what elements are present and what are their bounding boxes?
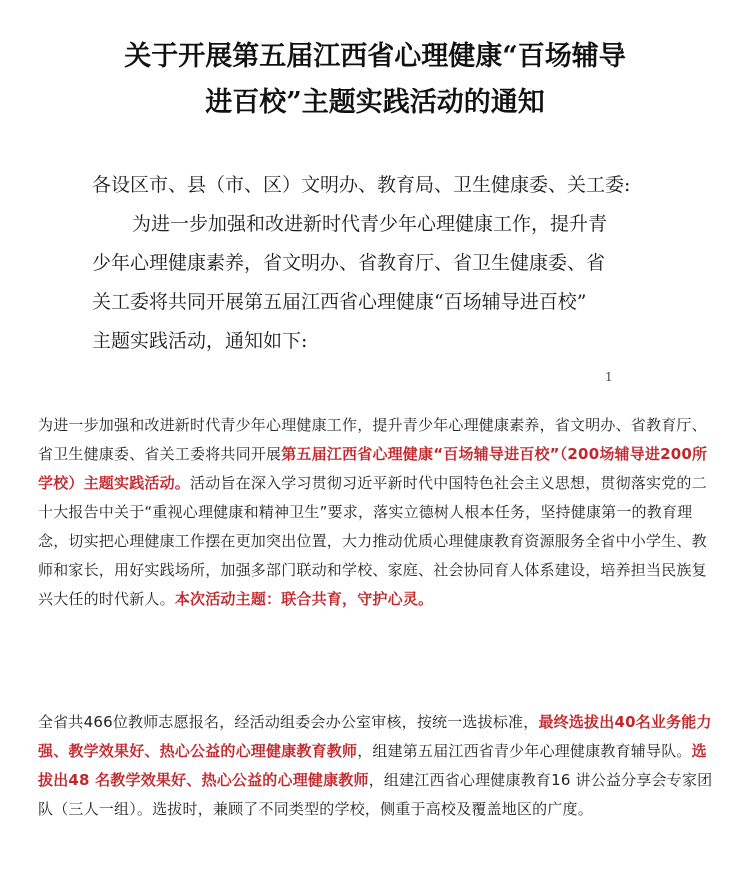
paragraph-text: 活动旨在深入学习贯彻习近平新时代中国特色社会主义思想，贯彻落实党的二十大报告中关于“重视心理健康和精神卫生”要求，落实立德树人根本任务，坚持健康第一的教育理念，切实把心理健康工作摆在更加突出位置，大力推动优质心理健康教育资源服务全省中小学生、教师和家长，用好实践场所，加强多部门联动和学校、家庭、社会协同育人体系建设，培养担当民族复兴大任的时代新人。 xyxy=(38,474,707,608)
highlight-text: 选拔出48 名教学效果好、热心公益的心理健康教师 xyxy=(38,742,707,789)
notice-body-line: 为进一步加强和改进新时代青少年心理健康工作，提升青 xyxy=(132,213,608,235)
page-mark: 1 xyxy=(605,370,613,384)
article-paragraph-2 xyxy=(38,708,718,824)
notice-body-line: 关工委将共同开展第五届江西省心理健康“百场辅导进百校” xyxy=(92,291,587,313)
scanned-notice-image xyxy=(0,0,750,395)
highlight-text: 第五届江西省心理健康“百场辅导进百校”（200场辅导进200所学校）主题实践活动。 xyxy=(38,445,708,492)
paragraph-text: ，组建江西省心理健康教育16 讲公益分享会专家团队（三人一组）。选拔时，兼顾了不同类型的学校，侧重于高校及覆盖地区的广度。 xyxy=(38,771,713,818)
paragraph-text: ，组建第五届江西省青少年心理健康教育辅导队。 xyxy=(357,742,692,760)
paragraph-text: 全省共466位教师志愿报名，经活动组委会办公室审核，按统一选拔标准， xyxy=(38,713,539,731)
notice-salutation: 各设区市、县（市、区）文明办、教育局、卫生健康委、关工委: xyxy=(92,174,631,196)
highlight-text: 最终选拔出40名业务能力强、教学效果好、热心公益的心理健康教育教师 xyxy=(38,713,712,760)
notice-title-line-2: 进百校”主题实践活动的通知 xyxy=(205,87,545,118)
article-paragraph-1 xyxy=(38,411,718,614)
paragraph-text: 为进一步加强和改进新时代青少年心理健康工作，提升青少年心理健康素养，省文明办、省教育厅、省卫生健康委、省关工委将共同开展 xyxy=(38,416,707,463)
notice-body-line: 少年心理健康素养，省文明办、省教育厅、省卫生健康委、省 xyxy=(92,252,606,274)
notice-body-line: 主题实践活动，通知如下: xyxy=(92,330,308,352)
notice-title-line-1: 关于开展第五届江西省心理健康“百场辅导 xyxy=(124,41,626,72)
highlight-text: 本次活动主题：联合共育，守护心灵。 xyxy=(174,590,434,608)
